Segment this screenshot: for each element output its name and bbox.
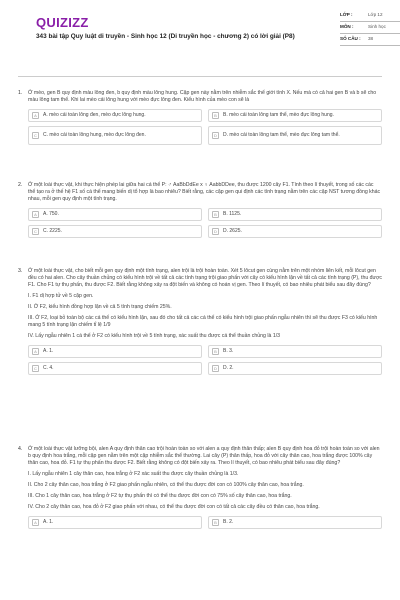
- option-b[interactable]: [208, 516, 382, 529]
- option-letter: B: [212, 211, 219, 218]
- question-2: [18, 182, 382, 238]
- option-d[interactable]: [208, 225, 382, 238]
- question-3: [18, 268, 382, 375]
- question-number: 3.: [18, 268, 23, 274]
- option-letter: D: [212, 132, 219, 139]
- statement: IV. Lấy ngẫu nhiên 1 cá thể ở F2 có kiểu hình trội về 5 tính trạng, xác suất thu được cá thể thuần chủng là 1/3: [28, 333, 281, 340]
- meta-row-count: [340, 34, 400, 46]
- meta-row-class: [340, 10, 400, 22]
- option-text: D. 2.: [223, 365, 234, 372]
- statement: IV. Cho 2 cây thân cao, hoa đỏ ở F2 giao phấn với nhau, có thể thu được đời con có tất cả các cây đều có thân cao, hoa trắng.: [28, 504, 320, 511]
- answer-options: [28, 208, 382, 238]
- answer-options: [28, 516, 382, 529]
- option-b[interactable]: [208, 345, 382, 358]
- meta-value: 38: [368, 36, 374, 41]
- question-text: Ở một loài thực vật lưỡng bội, alen A quy định thân cao trội hoàn toàn so với alen a quy định thân thấp; alen B quy định hoa đỏ trội hoàn toàn so với alen b quy định hoa trắng, mỗi cặp gen nằm trên một cặp nhiễm sắc thể thường. Lai cây (P) thân thấp, hoa đỏ với cây thân cao, hoa trắng được 100% cây thân cao, hoa đỏ. F1 tự thụ phấn thu được F2. Biết rằng không có đột biến xảy ra. Theo lí thuyết, có bao nhiêu phát biểu sau đây đúng?: [28, 446, 380, 467]
- option-a[interactable]: [28, 516, 202, 529]
- quizizz-logo: QUIZIZZ: [36, 15, 89, 30]
- option-letter: A: [32, 211, 39, 218]
- question-4: [18, 446, 382, 529]
- option-letter: B: [212, 519, 219, 526]
- question-number: 4.: [18, 446, 23, 452]
- option-letter: B: [212, 112, 219, 119]
- option-letter: D: [212, 228, 219, 235]
- question-1: [18, 90, 382, 145]
- option-letter: B: [212, 348, 219, 355]
- option-text: B. 1125.: [223, 211, 242, 218]
- meta-value: Sinh học: [368, 24, 386, 29]
- header-divider: [18, 76, 382, 77]
- option-b[interactable]: [208, 208, 382, 221]
- option-text: B. mèo cái toàn lông tam thể, mèo đực lông hung.: [223, 112, 334, 119]
- option-text: A. 1.: [43, 519, 54, 526]
- option-text: C. 2225.: [43, 228, 62, 235]
- option-a[interactable]: [28, 345, 202, 358]
- worksheet-header: [18, 0, 386, 68]
- answer-options: [28, 345, 382, 375]
- statement: II. Ở F2, kiểu hình đồng hợp lặn về cả 5 tính trạng chiếm 25%.: [28, 304, 172, 311]
- option-text: D. mèo cái toàn lông tam thể, mèo đực lông tam thể.: [223, 132, 340, 139]
- option-letter: C: [32, 228, 39, 235]
- option-c[interactable]: [28, 126, 202, 145]
- option-text: A. mèo cái toàn lông đen, mèo đực lông hung.: [43, 112, 146, 119]
- meta-key: MÔN :: [340, 24, 354, 29]
- meta-value: Lớp 12: [368, 12, 383, 17]
- question-number: 2.: [18, 182, 23, 188]
- option-letter: C: [32, 132, 39, 139]
- option-letter: A: [32, 112, 39, 119]
- option-a[interactable]: [28, 208, 202, 221]
- meta-key: LỚP :: [340, 12, 353, 17]
- option-letter: D: [212, 365, 219, 372]
- option-text: D. 2625.: [223, 228, 242, 235]
- option-d[interactable]: [208, 126, 382, 145]
- option-b[interactable]: [208, 109, 382, 122]
- meta-row-subject: [340, 22, 400, 34]
- statement: I. F1 dị hợp tử về 5 cặp gen.: [28, 293, 94, 300]
- option-text: B. 2.: [223, 519, 234, 526]
- option-text: C. mèo cái toàn lông hung, mèo đực lông đen.: [43, 132, 146, 139]
- worksheet-title: 343 bài tập Quy luật di truyền - Sinh học 12 (Di truyền học - chương 2) có lời giải (P8): [36, 33, 295, 40]
- option-text: C. 4.: [43, 365, 54, 372]
- answer-options: [28, 109, 382, 145]
- option-text: A. 750.: [43, 211, 59, 218]
- option-a[interactable]: [28, 109, 202, 122]
- question-text: Ở một loài thực vật, khi thực hiện phép lai giữa hai cá thể P: ♂ AaBbDdEe x ♀ AabbDDee, thu được 1200 cây F1. Tính theo lí thuyết, trong số các các thể tạo ra ở thế hệ F1 số cá thể mang biến dị tổ hợp là bao nhiêu? Biết rằng, các cặp gen qui định các tính trạng nằm trên các cặp NST tương đồng khác nhau, mỗi gen quy định một tính trạng.: [28, 182, 381, 203]
- option-d[interactable]: [208, 362, 382, 375]
- statement: I. Lấy ngẫu nhiên 1 cây thân cao, hoa trắng ở F2 xác suất thu được cây thuần chủng là 1/3.: [28, 471, 239, 478]
- option-letter: A: [32, 519, 39, 526]
- question-text: Ở mèo, gen B quy định màu lông đen, b quy định màu lông hung. Cặp gen này nằm trên nhiễm sắc thể giới tính X. Nếu mà có cả hai gen B và b sẽ cho màu lông tam thể. Khi lai mèo cái lông hung với mèo đực lông đen. Kiểu hình của mèo con sẽ là: [28, 90, 377, 104]
- option-text: A. 1.: [43, 348, 54, 355]
- meta-key: SỐ CÂU :: [340, 36, 361, 41]
- option-c[interactable]: [28, 362, 202, 375]
- option-c[interactable]: [28, 225, 202, 238]
- question-number: 1.: [18, 90, 23, 96]
- option-letter: C: [32, 365, 39, 372]
- worksheet-meta: [340, 10, 400, 46]
- option-letter: A: [32, 348, 39, 355]
- option-text: B. 3.: [223, 348, 234, 355]
- statement: II. Cho 2 cây thân cao, hoa trắng ở F2 giao phấn ngẫu nhiên, có thể thu được đời con có 100% cây thân cao, hoa trắng.: [28, 482, 304, 489]
- statement: III. Ở F2, loại bỏ toàn bộ các cá thể có kiểu hình lặn, sau đó cho tất cả các cá thể có kiểu hình trội giao phấn ngẫu nhiên thì sẽ thu được F3 có kiểu hình mang 5 tính trạng lặn chiếm tỉ lệ 1/9: [28, 315, 378, 329]
- question-text: Ở một loài thực vật, cho biết mỗi gen quy định một tính trạng, alen trội là trội hoàn toàn. Xét 5 lôcut gen cùng nằm trên một nhóm liên kết, mỗi lôcut gen đều có hai alen. Cho cây thuần chủng có kiểu hình trội về tất cả các tính trạng trội giao phấn với cây có kiểu hình lặn về tất cả các tính trạng (P), thu được F1. Cho F1 tự thụ phấn, thu được F2. Biết rằng không xảy ra đột biến và không có hoán vị gen. Theo lí thuyết, có bao nhiêu phát biểu sau đây đúng?: [28, 268, 383, 289]
- statement: III. Cho 1 cây thân cao, hoa trắng ở F2 tự thụ phấn thì có thể thu được đời con có 75% số cây thân cao, hoa trắng.: [28, 493, 292, 500]
